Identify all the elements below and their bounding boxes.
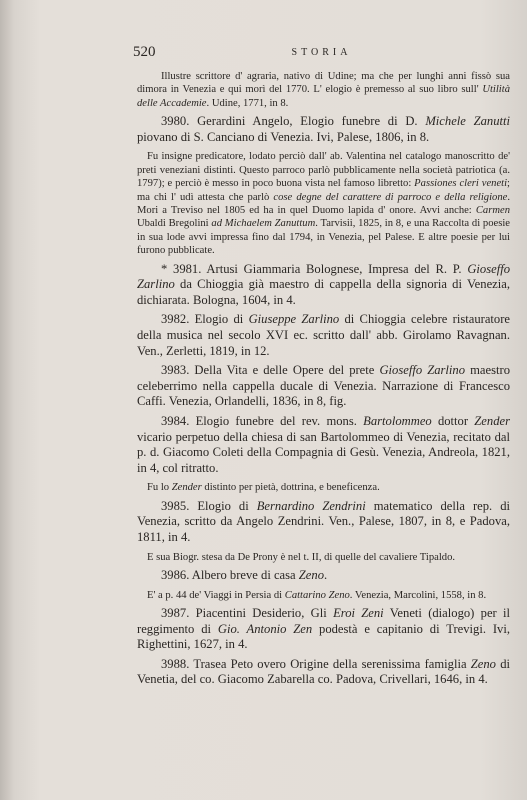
text-run: E sua Biogr. stesa da De Prony è nel t. II, di quelle del cavaliere Tipaldo. (147, 551, 456, 563)
catalog-entry (137, 657, 510, 688)
text-run: Veneti (dialogo) per il reggimento di (137, 605, 511, 636)
italic-text: Giuseppe Zarlino (248, 312, 340, 327)
catalog-entry (137, 414, 510, 476)
text-run: . Venezia, Marcolini, 1558, in 8. (349, 589, 487, 601)
italic-text: Utilità delle Accademie (137, 84, 510, 109)
italic-text: Zender (474, 414, 510, 428)
text-run: 3983. Della Vita e delle Opere del prete (161, 363, 380, 378)
text-run: . Udine, 1771, in 8. (206, 97, 289, 109)
text-run: * 3981. Artusi Giammaria Bolognese, Impresa del R. P. (161, 261, 468, 276)
catalog-entry (137, 499, 510, 546)
text-run: Ubaldi Bregolini (137, 218, 212, 230)
catalog-entry (137, 114, 510, 145)
italic-text: Zeno (298, 567, 324, 582)
text-run: E' a p. 44 de' Viaggi in Persia di (147, 589, 285, 601)
italic-text: Passiones cleri veneti (414, 178, 508, 190)
italic-text: Gioseffo Zarlino (137, 261, 510, 292)
page-body (137, 70, 510, 688)
italic-text: Michele Zanutti (425, 114, 510, 129)
italic-text: Gio. Antonio Zen (217, 621, 313, 636)
text-run: piovano di S. Canciano di Venezia. Ivi, Palese, 1806, in 8. (137, 129, 430, 144)
text-run: di Chioggia celebre ristauratore della musica nel secolo XVI ec. scritto dall' abb. Girolamo Ravagnan. Ven., Zerletti, 1819, in 12. (137, 312, 510, 358)
text-run: Fu insigne predicatore, lodato perciò dall' ab. Valentina nel catalogo manoscritto de' preti veneziani distinti. Questo parroco parlò pubblicamente nella società patriotica (a. 1797); e perciò è messo in poco buona vista nel famoso libretto: (137, 151, 510, 190)
text-run: distinto per pietà, dottrina, e beneficenza. (201, 482, 380, 494)
text-run: 3984. Elogio funebre del rev. mons. (161, 414, 364, 428)
italic-text: Carmen (475, 205, 510, 217)
entry-note (137, 481, 510, 494)
text-run: ; ma chi l' udì attesta che parlò (137, 178, 510, 203)
entry-note (137, 70, 510, 110)
text-run: da Chioggia già maestro di cappella della signoria di Venezia, dichiarata. Bologna, 1604, in 4. (137, 277, 510, 307)
italic-text: Bernardino Zendrini (256, 498, 366, 513)
text-run: 3980. Gerardini Angelo, Elogio funebre di D. (161, 114, 426, 129)
text-run: . Mori a Treviso nel 1805 ed ha in quel Duomo lapida d' onore. Avvi anche: (137, 191, 511, 217)
page-header (133, 44, 510, 62)
italic-text: ad Michaelem Zanuttum (211, 218, 316, 230)
italic-text: Zeno (470, 656, 496, 671)
italic-text: cose degne del carattere di parroco e della religione (273, 191, 508, 203)
text-run: di Venetia, del co. Giacomo Zabarella co. Padova, Crivellari, 1646, in 4. (137, 656, 510, 687)
catalog-entry (137, 606, 510, 653)
catalog-entry (137, 363, 510, 410)
italic-text: Cattarino Zeno (284, 589, 350, 601)
italic-text: Bartolommeo (363, 414, 432, 428)
italic-text: Zender (171, 482, 202, 494)
catalog-entry (137, 568, 510, 584)
text-run: Illustre scrittore d' agraria, nativo di Udine; ma che per lunghi anni fissò sua dimora in Venezia e qui morì del 1770. L' elogio è premesso al suo libro sull' (137, 71, 510, 96)
entry-note (137, 589, 510, 602)
entry-note (137, 551, 510, 564)
text-run: 3985. Elogio di (161, 498, 257, 513)
text-run: 3982. Elogio di (161, 312, 249, 327)
text-run: . (323, 567, 328, 582)
text-run: 3987. Piacentini Desiderio, Gli (161, 605, 334, 620)
entry-note (137, 150, 510, 257)
text-run: Fu lo (147, 482, 172, 494)
text-run: . Tarvisii, 1825, in 8, e una Raccolta di poesie in sua lode avvi impressa fino dal 1794, in Venezia, pel Palese. E altre poesie per lui furono pubblicate. (137, 218, 510, 257)
text-run: dottor (431, 414, 475, 428)
italic-text: Gioseffo Zarlino (379, 363, 466, 378)
catalog-entry (137, 312, 510, 359)
text-run: podestà e capitanio di Trevigi. Ivi, Righettini, 1627, in 4. (137, 621, 510, 652)
running-title: STORIA (291, 47, 352, 58)
text-run: maestro celeberrimo nella cappella ducale di Venezia. Narrazione di Francesco Caffi. Venezia, Orlandelli, 1836, in 8, fig. (137, 363, 510, 409)
text-run: 3986. Albero breve di casa (161, 567, 299, 582)
text-run: vicario perpetuo della chiesa di san Bartolommeo di Venezia, recitato dal p. d. Giacomo Coleti della Compagnia di Gesù. Venezia, Andreola, 1821, in 4, col ritratto. (137, 429, 510, 475)
text-run: matematico della rep. di Venezia, scritto da Angelo Zendrini. Ven., Palese, 1807, in 8, e Padova, 1811, in 4. (137, 498, 510, 544)
page-number: 520 (133, 44, 156, 60)
text-run: 3988. Trasea Peto overo Origine della serenissima famiglia (161, 656, 471, 671)
catalog-entry (137, 262, 510, 309)
italic-text: Eroi Zeni (333, 605, 384, 620)
